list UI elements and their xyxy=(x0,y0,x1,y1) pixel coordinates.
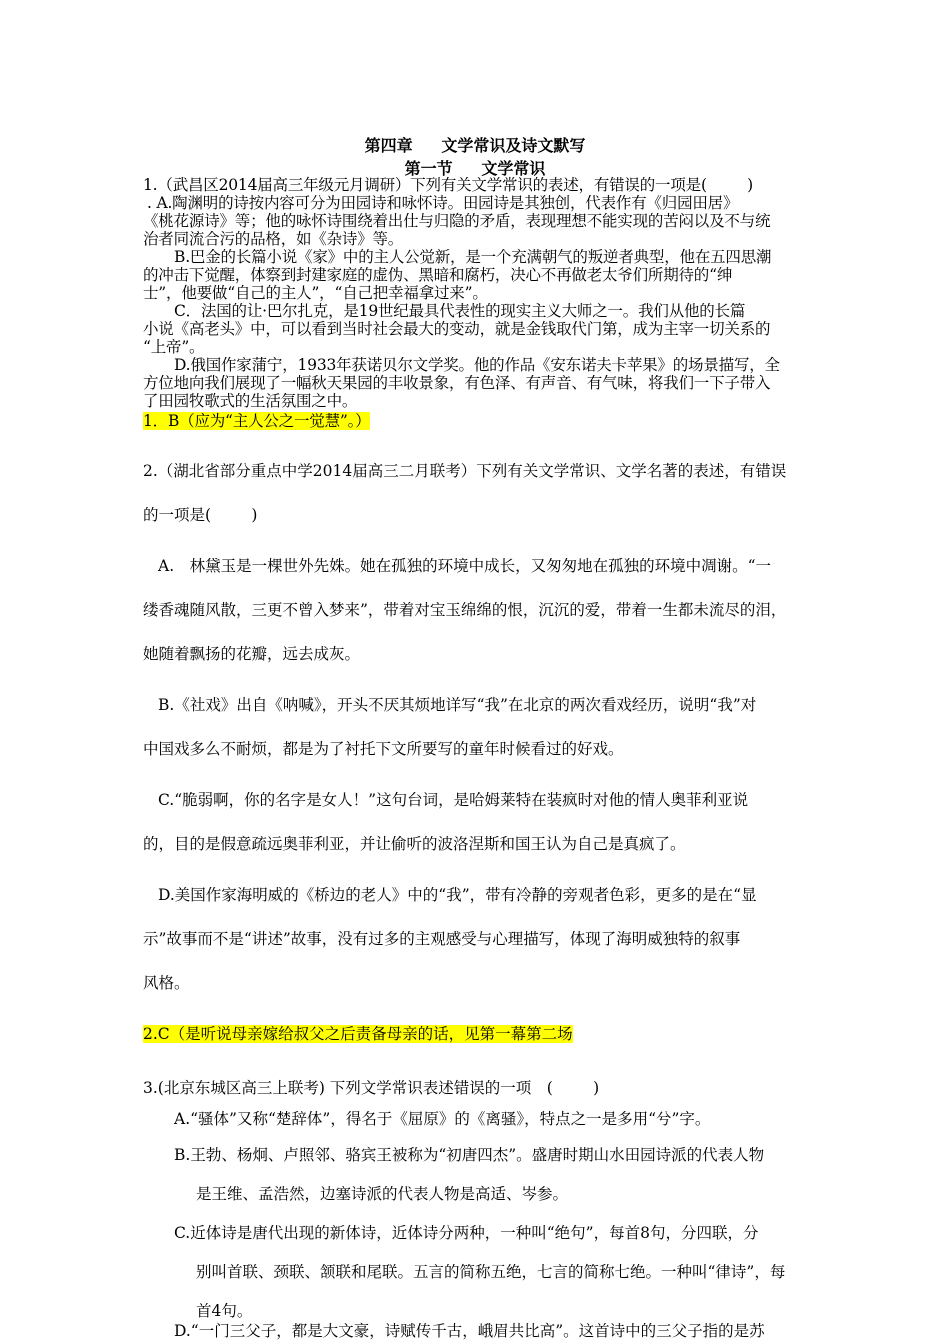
q2-option-d-line2: 示”故事而不是“讲述”故事，没有过多的主观感受与心理描写，体现了海明威独特的叙事 xyxy=(143,930,741,948)
section-title: 第一节 xyxy=(404,159,453,178)
q2-option-a-line1: A. 林黛玉是一棵世外先姝。她在孤独的环境中成长，又匆匆地在孤独的环境中凋谢。“一 xyxy=(158,557,772,575)
q2-stem-line1: 2.（湖北省部分重点中学2014届高三二月联考）下列有关文学常识、文学名著的表述，有错误 xyxy=(143,462,787,480)
q2-option-c-line1: C.“脆弱啊，你的名字是女人！”这句台词，是哈姆莱特在装疯时对他的情人奥菲利亚说 xyxy=(158,791,749,809)
q1-answer-highlight: 1．B（应为“主人公之一觉慧”。） xyxy=(143,412,371,430)
q2-option-a-line2: 缕香魂随风散，三更不曾入梦来”，带着对宝玉绵绵的恨，沉沉的爱，带着一生都未流尽的泪， xyxy=(143,601,787,619)
q1-option-b-line1: B.巴金的长篇小说《家》中的主人公觉新，是一个充满朝气的叛逆者典型，他在五四思潮 xyxy=(174,248,772,266)
q1-answer xyxy=(143,412,370,430)
q1-stem: 1.（武昌区2014届高三年级元月调研）下列有关文学常识的表述，有错误的一项是( ) xyxy=(143,176,753,194)
q1-option-c-line1: C．法国的让·巴尔扎克，是19世纪最具代表性的现实主义大师之一。我们从他的长篇 xyxy=(174,302,746,320)
q1-option-c-line2: 小说《高老头》中，可以看到当时社会最大的变动，就是金钱取代门第，成为主宰一切关系的 xyxy=(143,320,771,338)
q2-answer-highlight: 2.C（是听说母亲嫁给叔父之后责备母亲的话，见第一幕第二场 xyxy=(143,1025,573,1043)
q1-option-d-line2: 方位地向我们展现了一幅秋天果园的丰收景象，有色泽、有声音、有气味，将我们一下子带入 xyxy=(143,374,771,392)
q3-option-d-line1: D.“一门三父子，都是大文豪，诗赋传千古，峨眉共比高”。这首诗中的三父子指的是苏 xyxy=(174,1322,765,1340)
q1-option-c-line3: “上帝”。 xyxy=(143,338,205,356)
chapter-subtitle: 文学常识及诗文默写 xyxy=(441,136,586,155)
q3-option-c-line2: 别叫首联、颈联、颔联和尾联。五言的简称五绝，七言的简称七绝。一种叫“律诗”，每 xyxy=(196,1263,786,1281)
q3-stem: 3.(北京东城区高三上联考) 下列文学常识表述错误的一项 ( ) xyxy=(143,1079,600,1097)
q2-option-a-line3: 她随着飘扬的花瓣，远去成灰。 xyxy=(143,645,361,663)
q2-option-d-line1: D.美国作家海明威的《桥边的老人》中的“我”，带有冷静的旁观者色彩，更多的是在“显 xyxy=(158,886,757,904)
q1-option-b-line3: 士”，他要做“自己的主人”，“自己把幸福拿过来”。 xyxy=(143,284,488,302)
q1-option-b-line2: 的冲击下觉醒，体察到封建家庭的虚伪、黑暗和腐朽，决心不再做老太爷们所期待的“绅 xyxy=(143,266,733,284)
q3-option-c-line3: 首4句。 xyxy=(196,1302,253,1320)
q3-option-b-line1: B.王勃、杨炯、卢照邻、骆宾王被称为“初唐四杰”。盛唐时期山水田园诗派的代表人物 xyxy=(174,1146,765,1164)
q2-answer xyxy=(143,1025,573,1043)
q2-option-d-line3: 风格。 xyxy=(143,974,190,992)
q2-option-b-line2: 中国戏多么不耐烦，都是为了衬托下文所要写的童年时候看过的好戏。 xyxy=(143,740,624,758)
q2-option-c-line2: 的，目的是假意疏远奥菲利亚，并让偷听的波洛涅斯和国王认为自己是真疯了。 xyxy=(143,835,686,853)
q3-option-a-line1: A.“骚体”又称“楚辞体”，得名于《屈原》的《离骚》，特点之一是多用“兮”字。 xyxy=(174,1110,711,1128)
q2-stem-line2: 的一项是( ) xyxy=(143,506,258,524)
q1-option-a-line1: . A.陶渊明的诗按内容可分为田园诗和咏怀诗。田园诗是其独创，代表作有《归园田居》 xyxy=(147,194,739,212)
q3-option-c-line1: C.近体诗是唐代出现的新体诗，近体诗分两种，一种叫“绝句”，每首8句，分四联，分 xyxy=(174,1224,759,1242)
chapter-title: 第四章 xyxy=(364,136,413,155)
q1-option-a-line2: 《桃花源诗》等；他的咏怀诗围绕着出仕与归隐的矛盾，表现理想不能实现的苦闷以及不与统 xyxy=(143,212,771,230)
q1-option-d-line1: D.俄国作家蒲宁，1933年获诺贝尔文学奖。他的作品《安东诺夫卡苹果》的场景描写，全 xyxy=(174,356,780,374)
q1-option-d-line3: 了田园牧歌式的生活氛围之中。 xyxy=(143,392,358,410)
q1-option-a-line3: 治者同流合污的品格，如《杂诗》等。 xyxy=(143,230,404,248)
chapter-heading xyxy=(0,133,950,156)
q3-option-b-line2: 是王维、孟浩然，边塞诗派的代表人物是高适、岑参。 xyxy=(196,1185,569,1203)
q2-option-b-line1: B.《社戏》出自《呐喊》，开头不厌其烦地详写“我”在北京的两次看戏经历，说明“我”对 xyxy=(158,696,757,714)
section-subtitle: 文学常识 xyxy=(481,159,546,178)
